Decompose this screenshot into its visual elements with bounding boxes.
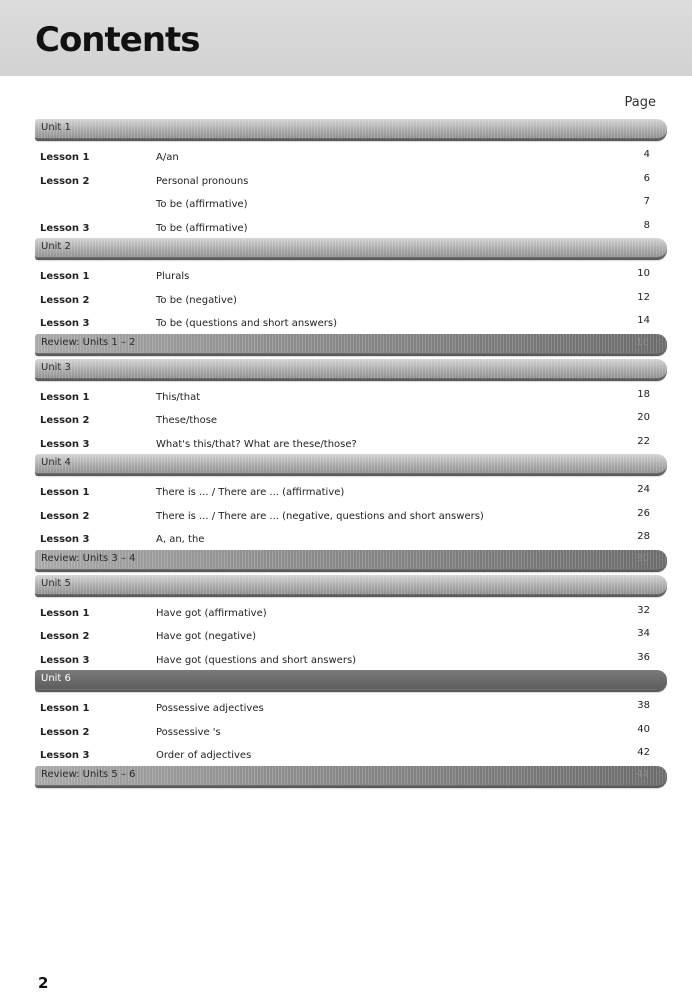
page-number: 2	[38, 974, 49, 992]
lesson-topic: To be (negative)	[156, 295, 237, 306]
lesson-page-number: 14	[637, 315, 650, 326]
review-page-number: 16	[636, 337, 649, 348]
lesson-label: Lesson 2	[40, 511, 90, 522]
lesson-topic: Personal pronouns	[156, 176, 249, 187]
lesson-topic: Possessive adjectives	[156, 703, 264, 714]
lesson-label: Lesson 1	[40, 392, 90, 403]
lesson-page-number: 40	[637, 724, 650, 735]
unit-header-bar	[35, 454, 667, 476]
lesson-topic: Have got (negative)	[156, 631, 256, 642]
unit-label: Unit 1	[41, 122, 71, 133]
unit-label: Unit 6	[41, 673, 71, 684]
lesson-row	[0, 149, 692, 170]
lesson-topic: There is ... / There are ... (affirmative)	[156, 487, 345, 498]
lesson-topic: Plurals	[156, 271, 190, 282]
page-title: Contents	[35, 20, 200, 60]
lesson-topic: To be (questions and short answers)	[156, 318, 337, 329]
lesson-row	[0, 700, 692, 721]
unit-label: Unit 2	[41, 241, 71, 252]
unit-header-bar	[35, 359, 667, 381]
lesson-page-number: 6	[643, 173, 650, 184]
lesson-row	[0, 389, 692, 410]
lesson-page-number: 32	[637, 605, 650, 616]
lesson-label: Lesson 3	[40, 318, 90, 329]
lesson-row	[0, 412, 692, 433]
lesson-page-number: 4	[643, 149, 650, 160]
lesson-label: Lesson 2	[40, 631, 90, 642]
unit-header-bar	[35, 670, 667, 692]
lesson-topic: There is ... / There are ... (negative, questions and short answers)	[156, 511, 484, 522]
review-label: Review: Units 5 – 6	[41, 769, 136, 780]
lesson-topic: To be (affirmative)	[156, 223, 248, 234]
lesson-row	[0, 173, 692, 194]
lesson-label: Lesson 1	[40, 703, 90, 714]
unit-label: Unit 5	[41, 578, 71, 589]
lesson-topic: A, an, the	[156, 534, 205, 545]
lesson-label: Lesson 1	[40, 608, 90, 619]
review-page-number: 44	[636, 769, 649, 780]
lesson-topic: This/that	[156, 392, 201, 403]
unit-label: Unit 3	[41, 362, 71, 373]
lesson-label: Lesson 3	[40, 223, 90, 234]
review-bar	[35, 550, 667, 572]
review-bar	[35, 766, 667, 788]
lesson-label: Lesson 2	[40, 727, 90, 738]
unit-header-bar	[35, 575, 667, 597]
lesson-row	[0, 484, 692, 505]
lesson-topic: These/those	[156, 415, 218, 426]
lesson-page-number: 8	[643, 220, 650, 231]
lesson-page-number: 10	[637, 268, 650, 279]
lesson-page-number: 20	[637, 412, 650, 423]
page-column-label: Page	[624, 95, 656, 110]
review-label: Review: Units 1 – 2	[41, 337, 136, 348]
lesson-page-number: 34	[637, 628, 650, 639]
lesson-label: Lesson 3	[40, 750, 90, 761]
lesson-page-number: 36	[637, 652, 650, 663]
lesson-row	[0, 196, 692, 217]
lesson-label: Lesson 2	[40, 176, 90, 187]
lesson-row	[0, 292, 692, 313]
lesson-row	[0, 508, 692, 529]
lesson-row	[0, 724, 692, 745]
lesson-topic: To be (affirmative)	[156, 199, 248, 210]
lesson-row	[0, 628, 692, 649]
lesson-label: Lesson 1	[40, 487, 90, 498]
lesson-topic: Possessive 's	[156, 727, 221, 738]
lesson-label: Lesson 2	[40, 295, 90, 306]
lesson-page-number: 26	[637, 508, 650, 519]
lesson-page-number: 18	[637, 389, 650, 400]
lesson-page-number: 28	[637, 531, 650, 542]
lesson-row	[0, 605, 692, 626]
lesson-label: Lesson 3	[40, 439, 90, 450]
lesson-page-number: 38	[637, 700, 650, 711]
lesson-topic: What's this/that? What are these/those?	[156, 439, 357, 450]
lesson-topic: Order of adjectives	[156, 750, 252, 761]
lesson-page-number: 7	[643, 196, 650, 207]
review-page-number: 30	[636, 553, 649, 564]
lesson-page-number: 22	[637, 436, 650, 447]
lesson-topic: Have got (questions and short answers)	[156, 655, 357, 666]
lesson-page-number: 24	[637, 484, 650, 495]
lesson-label: Lesson 3	[40, 534, 90, 545]
lesson-page-number: 42	[637, 747, 650, 758]
review-bar	[35, 334, 667, 356]
lesson-page-number: 12	[637, 292, 650, 303]
lesson-topic: Have got (affirmative)	[156, 608, 267, 619]
lesson-label: Lesson 1	[40, 271, 90, 282]
lesson-row	[0, 268, 692, 289]
unit-label: Unit 4	[41, 457, 71, 468]
review-label: Review: Units 3 – 4	[41, 553, 136, 564]
lesson-label: Lesson 1	[40, 152, 90, 163]
unit-header-bar	[35, 119, 667, 141]
lesson-label: Lesson 3	[40, 655, 90, 666]
lesson-label: Lesson 2	[40, 415, 90, 426]
unit-header-bar	[35, 238, 667, 260]
lesson-topic: A/an	[156, 152, 179, 163]
header-band	[0, 0, 692, 76]
